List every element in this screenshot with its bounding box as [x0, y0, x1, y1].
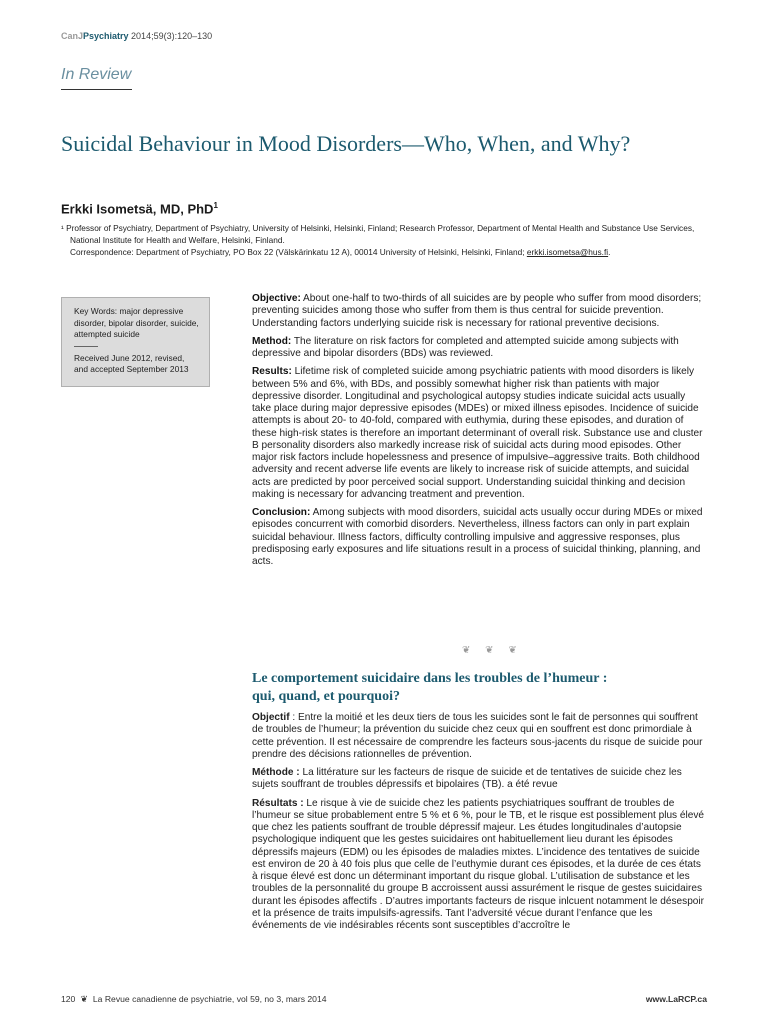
results-text: Lifetime risk of completed suicide among psychiatric patients with mood disorders is likely between 5% and 6%, with BDs, and possibly somewhat higher risk than patients with major depressive disorder. Longitudinal and psychological autopsy studies indicate suicidal acts usually take place during major depressive episodes (MDEs) or mixed illness episodes. Incidence of suicide attempts is about 20- to 40-fold, compared with euthymia, during these episodes, and duration of these high-risk states is therefore an important determinant of overall risk. Substance use and cluster B personality disorders also markedly increase risk of suicidal acts during mood episodes. Other major risk factors include hopelessness and presence of impulsive–aggressive traits. Both childhood adversity and recent adverse life events are likely to increase risk of suicide attempts, and suicidal acts are predicted by poor perceived social support. Understanding suicidal thinking and decision making is necessary for advancing treatment and prevention.: [252, 366, 703, 500]
french-title-line1: Le comportement suicidaire dans les troubles de l’humeur :: [252, 671, 608, 686]
section-label: In Review: [61, 66, 132, 90]
correspondence: [61, 246, 721, 258]
abstract-objective: [252, 293, 707, 330]
footer-left: [61, 994, 327, 1005]
maple-leaf-icon: ❦: [80, 994, 88, 1004]
french-title: [252, 670, 707, 706]
french-abstract: [252, 712, 707, 938]
email-link[interactable]: erkki.isometsa@hus.fi: [526, 247, 609, 257]
conclusion-label: Conclusion:: [252, 507, 311, 518]
french-objectif: [252, 712, 707, 761]
journal-name: Psychiatry: [83, 31, 129, 41]
objectif-label: Objectif: [252, 712, 290, 723]
affiliation-block: [61, 222, 721, 258]
abstract-method: [252, 336, 707, 361]
correspondence-end: .: [608, 247, 611, 257]
page-number: 120: [61, 994, 76, 1004]
fleuron-divider-icon: ❦ ❦ ❦: [462, 645, 523, 656]
method-text: The literature on risk factors for completed and attempted suicide among subjects with depressive and bipolar disorders (BDs) was reviewed.: [252, 335, 679, 359]
objective-label: Objective:: [252, 293, 301, 304]
footer-journal: La Revue canadienne de psychiatrie, vol 59, no 3, mars 2014: [92, 994, 327, 1004]
footer-url[interactable]: www.LaRCP.ca: [645, 994, 707, 1004]
results-label: Results:: [252, 366, 292, 378]
affiliation-text: ¹ Professor of Psychiatry, Department of Psychiatry, University of Helsinki, Helsinki, Finland; Research Professor, Department of Mental Health and Substance Use Services, National Institute for Health and Welfare, Helsinki, Finland.: [61, 223, 695, 245]
methode-text: La littérature sur les facteurs de risque de suicide et de tentatives de suicide chez les sujets souffrant de troubles dépressifs et bipolaires (TB). a été revue: [252, 767, 682, 791]
article-title: Suicidal Behaviour in Mood Disorders—Who, When, and Why?: [61, 131, 631, 156]
resultats-text: Le risque à vie de suicide chez les patients psychiatriques souffrant de troubles de l’humeur se situe probablement entre 5 % et 6 %, pour le TB, et le risque est possiblement plus élevé que chez les patients souffrant de trouble dépressif majeur. Les études longitudinales d’autopsie psychologique indiquent que les gestes suicidaires ont habituellement lieu durant les épisodes dépressifs majeurs (EDM) ou les épisodes de maladies mixtes. L’incidence des tentatives de suicide est environ de 20 à 40 fois plus que celle de l’euthymie durant ces épisodes, et la durée de ces états à risque élevé est donc un déterminant important du risque global. L’utilisation de substance et les troubles de la personnalité du groupe B accroissent aussi assurément le risque de gestes suicidaires durant les épisodes affectifs . D’autres importants facteurs de risque inlcuent notamment le désespoir et la présence de traits impulsifs-agressifs. Tant l’adversité vécue durant l’enfance que les événements de vie indésirables récents sont susceptibles d’accroître le: [252, 797, 705, 931]
journal-prefix: CanJ: [61, 31, 84, 41]
abstract-results: [252, 366, 707, 501]
author-sup: 1: [213, 201, 218, 210]
english-abstract: [252, 293, 707, 574]
conclusion-text: Among subjects with mood disorders, suicidal acts usually occur during MDEs or mixed episodes concurrent with comorbid disorders. Nevertheless, illness factors can only in part explain suicidal behaviour. Illness factors, difficulty controlling impulsive and aggressive responses, plus predisposing early exposures and life situations result in a process of suicidal thinking, planning, and acts.: [252, 507, 703, 567]
correspondence-text: Correspondence: Department of Psychiatry, PO Box 22 (Välskärinkatu 12 A), 00014 University of Helsinki, Helsinki, Finland;: [70, 247, 527, 257]
journal-citation: [61, 31, 212, 41]
french-title-line2: qui, quand, et pourquoi?: [252, 689, 400, 704]
author-line: [61, 201, 218, 216]
keywords-box: [61, 297, 210, 387]
objective-text: About one-half to two-thirds of all suicides are by people who suffer from mood disorders; preventing suicides among those who suffer from them is thus central for suicide prevention. Understanding factors underlying suicide risk is necessary for rational preventive decisions.: [252, 293, 702, 329]
citation: 2014;59(3):120–130: [128, 31, 213, 41]
french-resultats: [252, 798, 707, 933]
author-name: Erkki Isometsä, MD, PhD: [61, 201, 214, 217]
received-text: Received June 2012, revised, and accepted September 2013: [74, 352, 189, 374]
french-methode: [252, 767, 707, 792]
keywords-text: Key Words: major depressive disorder, bipolar disorder, suicide, attempted suicide: [74, 306, 199, 339]
keywords-divider: [74, 346, 98, 347]
methode-label: Méthode :: [252, 767, 300, 778]
method-label: Method:: [252, 335, 292, 347]
resultats-label: Résultats :: [252, 797, 304, 809]
abstract-conclusion: [252, 507, 707, 568]
objectif-text: : Entre la moitié et les deux tiers de tous les suicides sont le fait de personnes qui souffrent de troubles de l’humeur; la prévention du suicide chez ceux qui en souffrent est donc primordiale à cette prévention. Il est nécessaire de comprendre les facteurs sous-jacents du risque de suicide pour prendre des décisions rationnelles de prévention.: [252, 712, 703, 760]
